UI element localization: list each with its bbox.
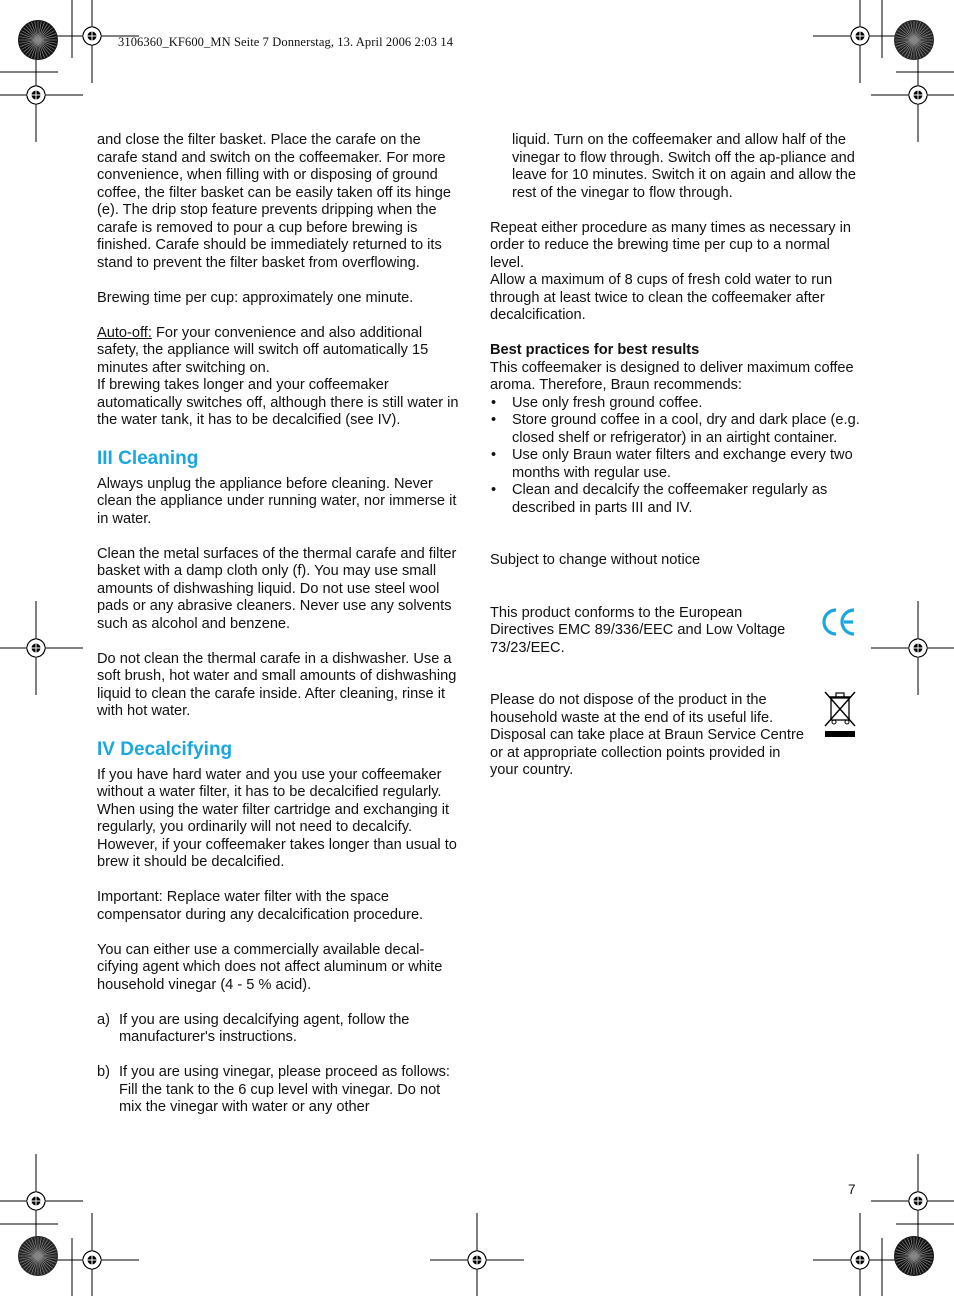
list-item: • Use only Braun water filters and exchange every two months with regular use.: [490, 447, 860, 482]
color-target-icon: [894, 20, 934, 60]
heading-decalcifying: IV Decalcifying: [97, 738, 233, 760]
auto-off-label: Auto-off:: [97, 324, 152, 341]
paragraph-repeat: Repeat either procedure as many times as necessary in order to reduce the brewing time per cup to a normal level.: [490, 219, 851, 271]
best-practices-title: Best practices for best results: [490, 342, 700, 358]
heading-cleaning: III Cleaning: [97, 447, 199, 469]
color-target-icon: [18, 20, 58, 60]
paragraph-important: Important: Replace water filter with the space compensator during any decalcification procedure.: [97, 889, 424, 923]
item-a-label: a): [97, 1011, 110, 1028]
ce-conformity-text: This product conforms to the European Directives EMC 89/336/EEC and Low Voltage 73/23/EEC.: [490, 604, 786, 656]
disposal-block: [490, 692, 860, 780]
page-number: 7: [848, 1182, 856, 1197]
item-b-label: b): [97, 1064, 110, 1080]
paragraph-auto-off-decalcify: If brewing takes longer and your coffeemaker automatically switches off, although there is still water in the water tank, it has to be decalcified (see IV).: [97, 377, 459, 428]
disposal-text: Please do not dispose of the product in the household waste at the end of its useful life. Disposal can take place at Braun Service Centre or at appropriate collection points provided in your country.: [490, 692, 804, 778]
paragraph-auto-off: [97, 325, 465, 378]
paragraph-best-intro: This coffeemaker is designed to deliver maximum coffee aroma. Therefore, Braun recommends:: [490, 359, 854, 393]
print-slug: 3106360_KF600_MN Seite 7 Donnerstag, 13. April 2006 2:03 14: [118, 35, 454, 49]
color-target-icon: [894, 1236, 934, 1276]
ce-mark-icon: [820, 607, 858, 637]
item-a: [97, 1012, 465, 1047]
paragraph-brewing-time: Brewing time per cup: approximately one minute.: [97, 289, 414, 306]
paragraph-notice: Subject to change without notice: [490, 552, 701, 568]
paragraph-hard-water: If you have hard water and you use your coffeemaker without a water filter, it has to be decalcified regularly. When using the water filter cartridge and exchanging it regularly, you ordinarily will not need to decalcify. However, if your coffeemaker takes longer than usual to brew it should be decalcified.: [97, 766, 457, 870]
left-column: [97, 132, 465, 1134]
list-item: • Use only fresh ground coffee.: [490, 395, 860, 413]
auto-off-text: For your convenience and also additional safety, the appliance will switch off automatically 15 minutes after switching on.: [97, 324, 429, 376]
color-target-icon: [18, 1236, 58, 1276]
item-b: [97, 1064, 465, 1117]
item-b-text: If you are using vinegar, please proceed as follows: Fill the tank to the 6 cup level with vinegar. Do not mix the vinegar with water or any other: [119, 1064, 450, 1115]
paragraph-fresh-water: Allow a maximum of 8 cups of fresh cold water to run through at least twice to clean the coffeemaker after decalcification.: [490, 272, 833, 323]
item-a-text: If you are using decalcifying agent, follow the manufacturer's instructions.: [119, 1011, 410, 1045]
paragraph-unplug: Always unplug the appliance before cleaning. Never clean the appliance under running water, nor immerse it in water.: [97, 475, 457, 527]
ce-conformity-block: [490, 605, 860, 658]
right-column: [490, 132, 860, 780]
heading-best-practices: [490, 342, 860, 360]
list-item: • Store ground coffee in a cool, dry and dark place (e.g. closed shelf or refrigerator) in an airtight container.: [490, 412, 860, 447]
paragraph-metal-surfaces: Clean the metal surfaces of the thermal carafe and filter basket with a damp cloth only (f). You may use small amounts of dishwashing liquid. Do not use steel wool pads or any abrasive cleaners. Never use any solvents such as alcohol and benzene.: [97, 545, 457, 632]
list-item: • Clean and decalcify the coffeemaker regularly as described in parts III and IV.: [490, 482, 860, 517]
crossed-out-bin-icon: [822, 686, 858, 738]
paragraph-vinegar-continued: liquid. Turn on the coffeemaker and allow half of the vinegar to flow through. Switch off the ap-pliance and leave for 10 minutes. Switch it on again and allow the rest of the vinegar to flow through.: [512, 132, 856, 201]
paragraph-dishwasher: Do not clean the thermal carafe in a dishwasher. Use a soft brush, hot water and small amounts of dishwashing liquid to clean the carafe inside. After cleaning, rinse it with hot water.: [97, 650, 457, 719]
recommendations-list: [490, 395, 860, 518]
paragraph-agent-options: You can either use a commercially available decal-cifying agent which does not affect aluminum or white household vinegar (4 - 5 % acid).: [97, 941, 443, 993]
paragraph-filter-basket: and close the filter basket. Place the carafe on the carafe stand and switch on the coffeemaker. For more convenience, when filling with or disposing of ground coffee, the filter basket can be easily taken off its hinge (e). The drip stop feature prevents dripping when the carafe is removed to pour a cup before brewing is finished. Carafe should be immediately returned to its stand to prevent the filter basket from overflowing.: [97, 132, 451, 271]
